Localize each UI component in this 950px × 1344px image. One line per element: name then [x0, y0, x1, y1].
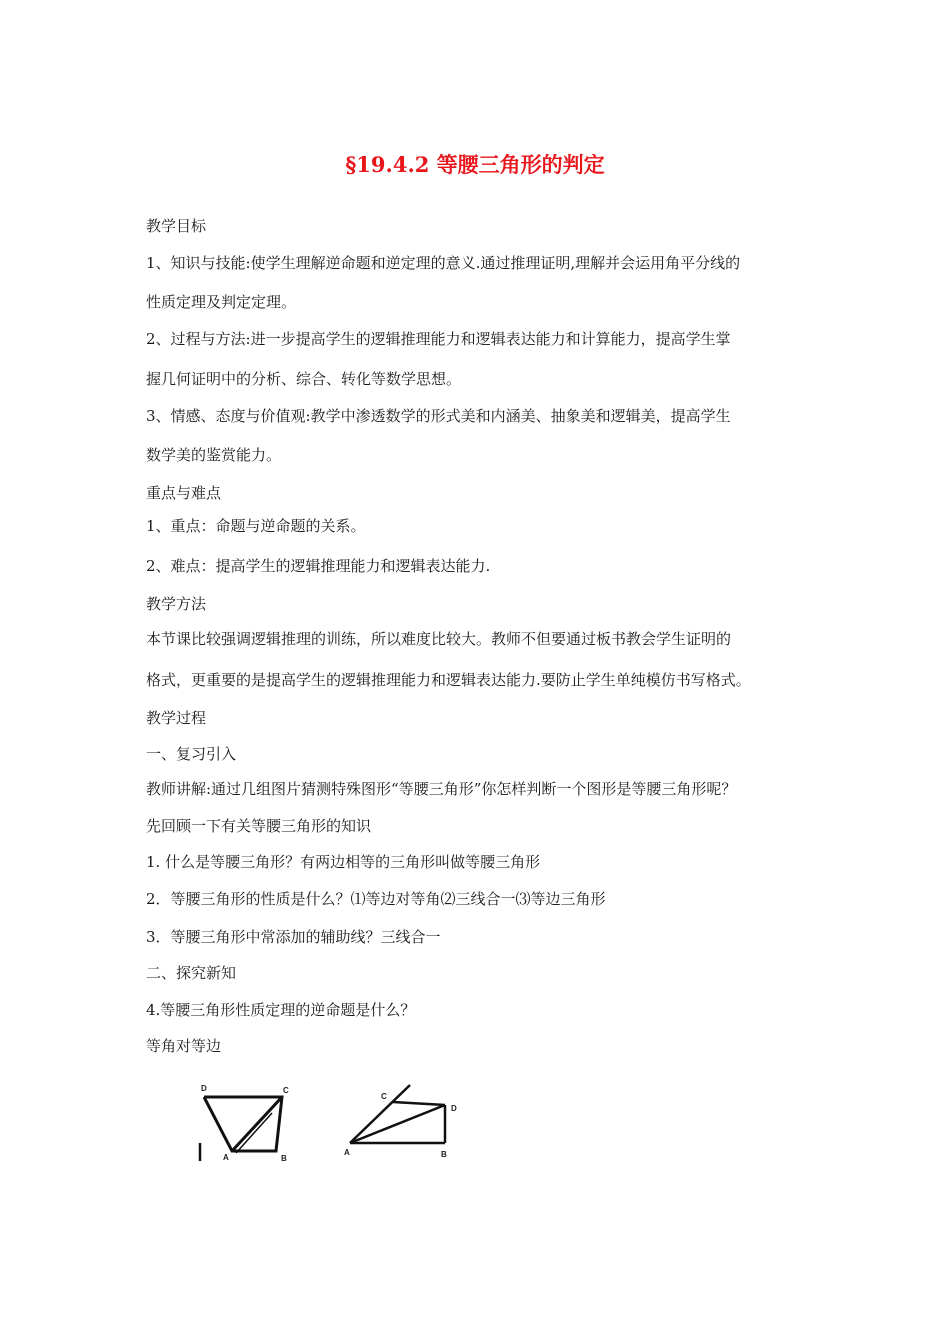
- paragraph-line: 数学美的鉴赏能力。: [146, 446, 282, 464]
- figure1-label-b: B: [281, 1154, 287, 1163]
- document-title: §19.4.2 等腰三角形的判定: [345, 152, 605, 177]
- paragraph-line: 握几何证明中的分析、综合、转化等数学思想。: [146, 370, 462, 388]
- paragraph-line: 本节课比较强调逻辑推理的训练，所以难度比较大。教师不但要通过板书教会学生证明的: [146, 630, 732, 648]
- paragraph-line: 格式，更重要的是提高学生的逻辑推理能力和逻辑表达能力.要防止学生单纯模仿书写格式。: [146, 671, 751, 689]
- paragraph-line: 2、过程与方法:进一步提高学生的逻辑推理能力和逻辑表达能力和计算能力，提高学生掌: [146, 330, 731, 348]
- geometry-figures: [190, 1075, 490, 1175]
- paragraph-line: 3、情感、态度与价值观:教学中渗透数学的形式美和内涵美、抽象美和逻辑美，提高学生: [146, 407, 731, 425]
- subsection-heading: 二、探究新知: [146, 964, 237, 982]
- figure1-label-a: A: [223, 1153, 229, 1162]
- section-heading-key-points: 重点与难点: [146, 484, 222, 502]
- paragraph-line: 2、难点：提高学生的逻辑推理能力和逻辑表达能力.: [146, 557, 491, 575]
- geometry-figures-svg: [190, 1075, 490, 1175]
- subsection-heading: 一、复习引入: [146, 745, 237, 763]
- figure-quadrilateral: [200, 1084, 289, 1163]
- paragraph-line: 1、重点：命题与逆命题的关系。: [146, 517, 366, 535]
- section-heading-teaching-process: 教学过程: [146, 709, 207, 727]
- paragraph-line: 1. 什么是等腰三角形？有两边相等的三角形叫做等腰三角形: [146, 853, 541, 871]
- paragraph-line: 性质定理及判定定理。: [146, 293, 297, 311]
- paragraph-line: 等角对等边: [146, 1037, 222, 1055]
- paragraph-line: 教师讲解:通过几组图片猜测特殊图形“等腰三角形”你怎样判断一个图形是等腰三角形呢？: [146, 780, 737, 798]
- figure1-label-d: D: [201, 1084, 207, 1093]
- figure2-label-b: B: [441, 1150, 447, 1159]
- section-heading-teaching-goals: 教学目标: [146, 217, 207, 235]
- figure1-label-c: C: [283, 1086, 289, 1095]
- paragraph-line: 4.等腰三角形性质定理的逆命题是什么？: [146, 1001, 416, 1019]
- figure-angle-triangle: [344, 1085, 457, 1159]
- paragraph-line: 3．等腰三角形中常添加的辅助线？三线合一: [146, 928, 441, 946]
- figure2-label-c: C: [381, 1092, 387, 1101]
- paragraph-line: 1、知识与技能:使学生理解逆命题和逆定理的意义.通过推理证明,理解并会运用角平分线的: [146, 254, 741, 272]
- figure2-label-a: A: [344, 1148, 350, 1157]
- figure2-label-d: D: [451, 1104, 457, 1113]
- paragraph-line: 2．等腰三角形的性质是什么？⑴等边对等角⑵三线合一⑶等边三角形: [146, 890, 606, 908]
- paragraph-line: 先回顾一下有关等腰三角形的知识: [146, 817, 372, 835]
- section-heading-teaching-method: 教学方法: [146, 595, 207, 613]
